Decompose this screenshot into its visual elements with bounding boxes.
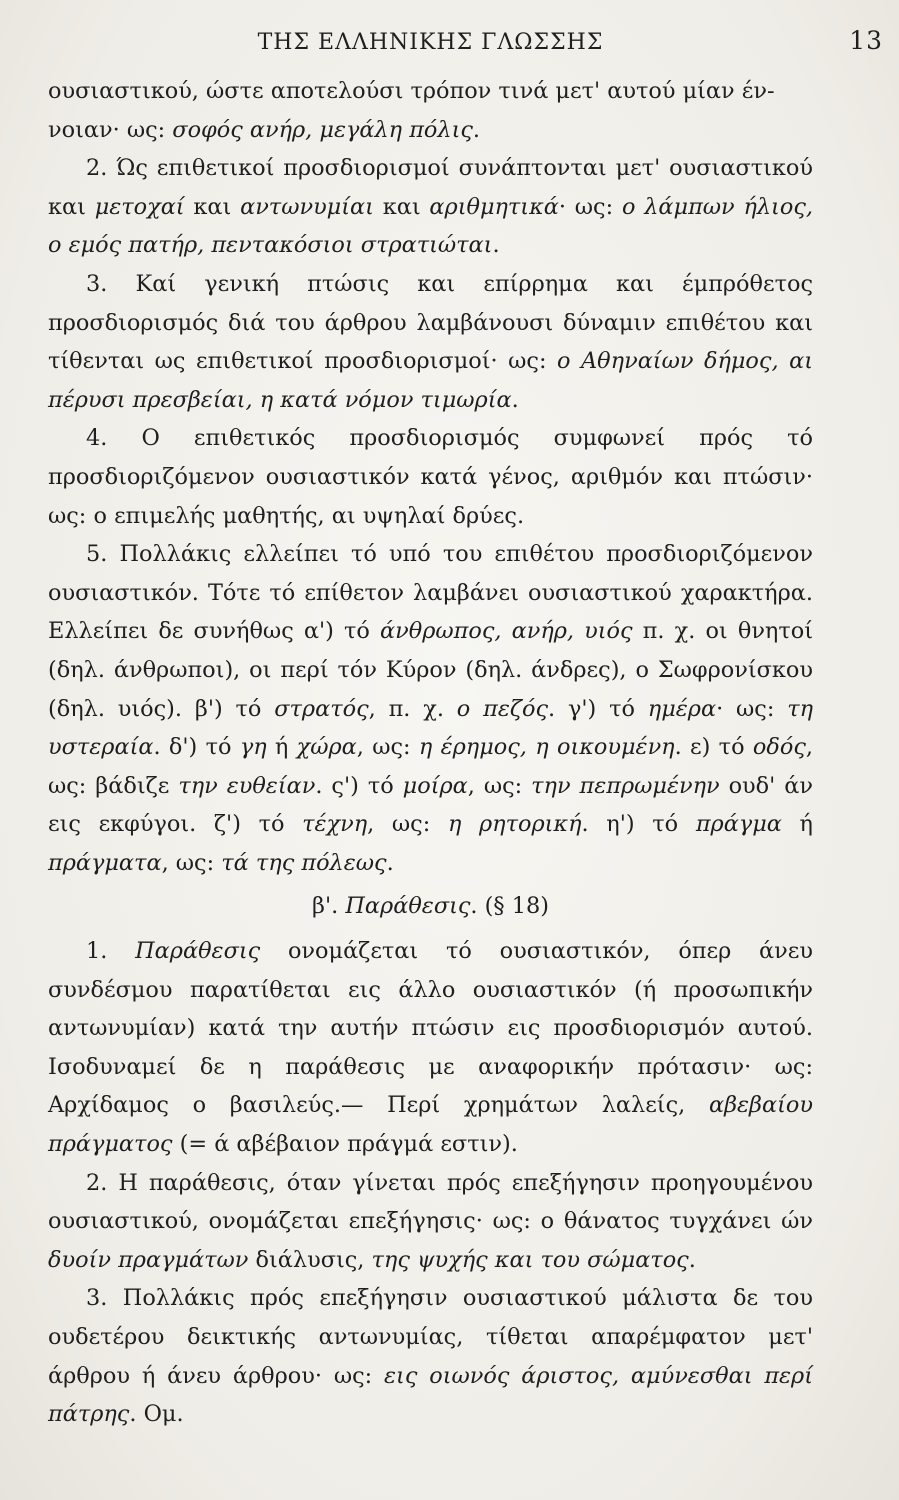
paragraph-continuation: ουσιαστικού, ώστε αποτελούσι τρόπον τινά μετ' αυτού μίαν έν- νοιαν· ως: σοφός ανήρ, μεγάλη πόλις. xyxy=(48,78,775,143)
paragraph-5: 5. Πολλάκις ελλείπει τό υπό του επιθέτου προσδιοριζόμενον ουσιαστικόν. Τότε τό επίθετον λαμβάνει ουσιαστικού χαρακτήρα. Ελλείπει δε συνήθως α') τό άνθρωπος, ανήρ, υιός π. χ. οι θνητοί (δηλ. άνθρωποι), οι περί τόν Κύρον (δηλ. άνδρες), ο Σωφρονίσκου (δηλ. υιός). β') τό στρατός, π. χ. ο πεζός. γ') τό ημέρα· ως: τη υστεραία. δ') τό γη ή χώρα, ως: η έρημος, η οικουμένη. ε) τό οδός, ως: βάδιζε την ευθείαν. ς') τό μοίρα, ως: την πεπρωμένην ουδ' άν εις εκφύγοι. ζ') τό τέχνη, ως: η ρητορική. η') τό πράγμα ή πράγματα, ως: τά της πόλεως. xyxy=(48,541,814,876)
paragraph-2: 2. Ώς επιθετικοί προσδιορισμοί συνάπτονται μετ' ουσιαστικού και μετοχαί και αντωνυμίαι και αριθμητικά· ως: ο λάμπων ήλιος, ο εμός πατήρ, πεντακόσιοι στρατιώται. xyxy=(48,155,813,259)
page-number: 13 xyxy=(849,26,883,55)
running-header xyxy=(48,22,883,72)
paragraph-4: 4. Ο επιθετικός προσδιορισμός συμφωνεί πρός τό προσδιοριζόμενον ουσιαστικόν κατά γένος, αριθμόν και πτώσιν· ως: ο επιμελής μαθητής, αι υψηλαί δρύες. xyxy=(48,425,813,529)
running-title: ΤΗΣ ΕΛΛΗΝΙΚΗΣ ΓΛΩΣΣΗΣ xyxy=(257,30,604,55)
paragraph-apposition-1: 1. Παράθεσις ονομάζεται τό ουσιαστικόν, όπερ άνευ συνδέσμου παρατίθεται εις άλλο ουσιαστικόν (ή προσωπικήν αντωνυμίαν) κατά την αυτήν πτώσιν εις προσδιορισμόν αυτού. Ισοδυναμεί δε η παράθεσις με αναφορικήν πρότασιν· ως: Αρχίδαμος ο βασιλεύς.— Περί χρημάτων λαλείς, αβεβαίου πράγματος (= ά αβέβαιον πράγμά εστιν). xyxy=(48,938,813,1158)
section-heading: β'. Παράθεσις. (§ 18) xyxy=(312,893,549,920)
paragraph-apposition-2: 2. Η παράθεσις, όταν γίνεται πρός επεξήγησιν προηγουμένου ουσιαστικού, ονομάζεται επεξήγησις· ως: ο θάνατος τυγχάνει ών δυοίν πραγμάτων διάλυσις, της ψυχής και του σώματος. xyxy=(48,1169,813,1273)
page-body xyxy=(48,72,813,1434)
paragraph-3: 3. Καί γενική πτώσις και επίρρημα και έμπρόθετος προσδιορισμός διά του άρθρου λαμβάνουσι δύναμιν επιθέτου και τίθενται ως επιθετικοί προσδιορισμοί· ως: ο Αθηναίων δήμος, αι πέρυσι πρεσβείαι, η κατά νόμον τιμωρία. xyxy=(48,270,813,413)
paragraph-apposition-3: 3. Πολλάκις πρός επεξήγησιν ουσιαστικού μάλιστα δε του ουδετέρου δεικτικής αντωνυμίας, τίθεται απαρέμφατον μετ' άρθρου ή άνευ άρθρου· ως: εις οιωνός άριστος, αμύνεσθαι περί πάτρης. Ομ. xyxy=(48,1285,813,1428)
